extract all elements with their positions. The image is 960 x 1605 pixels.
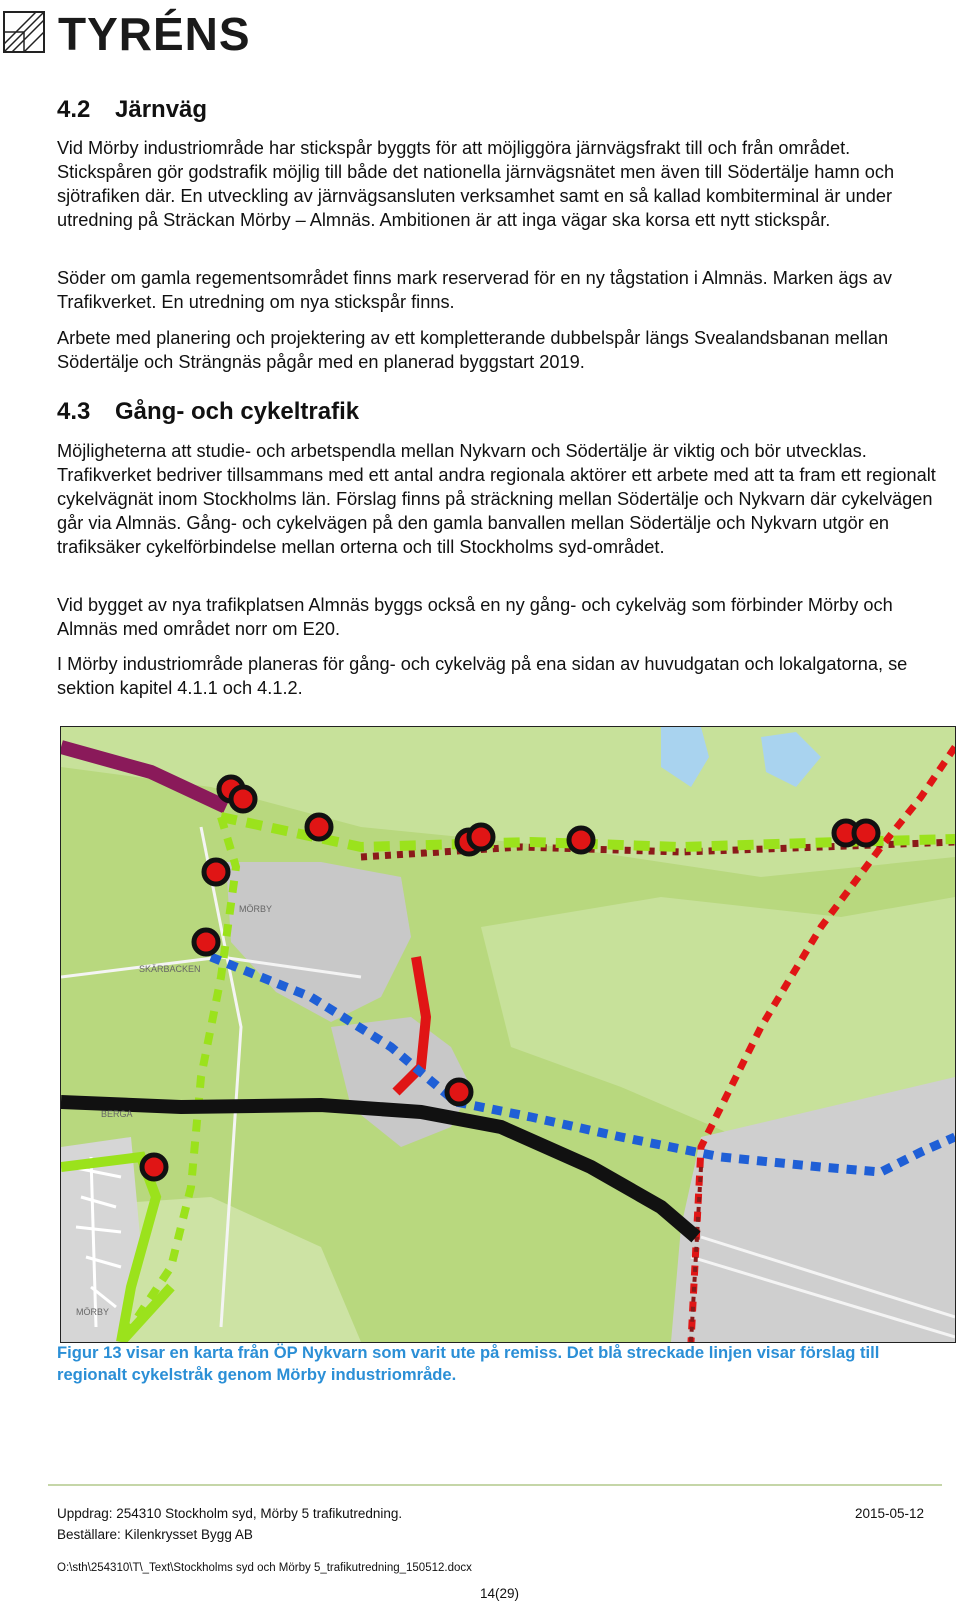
section-number: 4.2 bbox=[57, 96, 91, 123]
station-marker bbox=[194, 930, 218, 954]
section-number: 4.3 bbox=[57, 398, 91, 425]
footer-date: 2015-05-12 bbox=[855, 1506, 925, 1521]
logo-mark-icon bbox=[2, 10, 48, 56]
paragraph-railway-3: Arbete med planering och projektering av ett kompletterande dubbelspår längs Svealandsbanan mellan Södertälje och Strängnäs pågår med en planerad byggstart 2019. bbox=[57, 328, 889, 372]
paragraph-railway-2: Söder om gamla regementsområdet finns mark reserverad för en ny tågstation i Almnäs. Marken ägs av Trafikverket. En utredning om nya stickspår finns. bbox=[57, 268, 892, 312]
footer-divider bbox=[48, 1484, 942, 1486]
station-marker bbox=[854, 821, 878, 845]
footer-assignment: Uppdrag: 254310 Stockholm syd, Mörby 5 trafikutredning. bbox=[57, 1506, 403, 1521]
figure-caption: Figur 13 visar en karta från ÖP Nykvarn som varit ute på remiss. Det blå streckade linjen visar förslag till regionalt cykelstråk genom Mörby industriområde. bbox=[57, 1343, 880, 1384]
station-marker bbox=[231, 787, 255, 811]
paragraph-cycling-1: Möjligheterna att studie- och arbetspendla mellan Nykvarn och Södertälje är viktig och bör utvecklas. Trafikverket bedriver tillsammans med ett antal andra regionala aktörer ett arbete med att ta fram ett regionalt cykelvägnät inom Stockholms län. Förslag finns på sträckning mellan Södertälje och Nykvarn där cykelvägen går via Almnäs. Gång- och cykelvägen på den gamla banvallen mellan Södertälje och Nykvarn utgör en trafiksäker cykelförbindelse mellan orterna och till Stockholms syd-området. bbox=[57, 441, 936, 557]
place-label: SKÄRBACKEN bbox=[139, 964, 201, 974]
station-marker bbox=[469, 825, 493, 849]
company-logo bbox=[0, 6, 251, 60]
paragraph-cycling-2: Vid bygget av nya trafikplatsen Almnäs byggs också en ny gång- och cykelväg som förbinder Mörby och Almnäs med området norr om E20. bbox=[57, 595, 893, 639]
page-number: 14(29) bbox=[480, 1586, 520, 1601]
station-marker bbox=[142, 1155, 166, 1179]
section-title: Järnväg bbox=[115, 96, 208, 123]
place-label: MÖRBY bbox=[239, 904, 273, 914]
place-label: BERGA bbox=[101, 1109, 133, 1119]
section-heading-4-3 bbox=[57, 398, 359, 426]
footer-file-path: O:\sth\254310\T\_Text\Stockholms syd och Mörby 5_trafikutredning_150512.docx bbox=[57, 1562, 472, 1574]
station-marker bbox=[447, 1080, 471, 1104]
station-marker bbox=[569, 828, 593, 852]
map-svg bbox=[61, 727, 955, 1342]
map-figure bbox=[60, 726, 956, 1343]
section-title: Gång- och cykeltrafik bbox=[115, 398, 360, 425]
footer-client: Beställare: Kilenkrysset Bygg AB bbox=[57, 1527, 253, 1542]
station-marker bbox=[307, 815, 331, 839]
paragraph-railway-1: Vid Mörby industriområde har stickspår byggts för att möjliggöra järnvägsfrakt till och från området. Stickspåren gör godstrafik möjlig till både det nationella järnvägsnätet men även till Södertälje hamn och sjötrafiken där. En utveckling av järnvägsansluten verksamhet samt en så kallad kombiterminal är under utredning på Sträckan Mörby – Almnäs. Ambitionen är att inga vägar ska korsa ett nytt stickspår. bbox=[57, 138, 895, 230]
paragraph-cycling-3: I Mörby industriområde planeras för gång- och cykelväg på ena sidan av huvudgatan och lokalgatorna, se sektion kapitel 4.1.1 och 4.1.2. bbox=[57, 654, 908, 698]
station-marker bbox=[204, 860, 228, 884]
section-heading-4-2 bbox=[57, 96, 207, 124]
place-label: MÖRBY bbox=[76, 1307, 110, 1317]
logo-text: TYRÉNS bbox=[58, 8, 251, 60]
